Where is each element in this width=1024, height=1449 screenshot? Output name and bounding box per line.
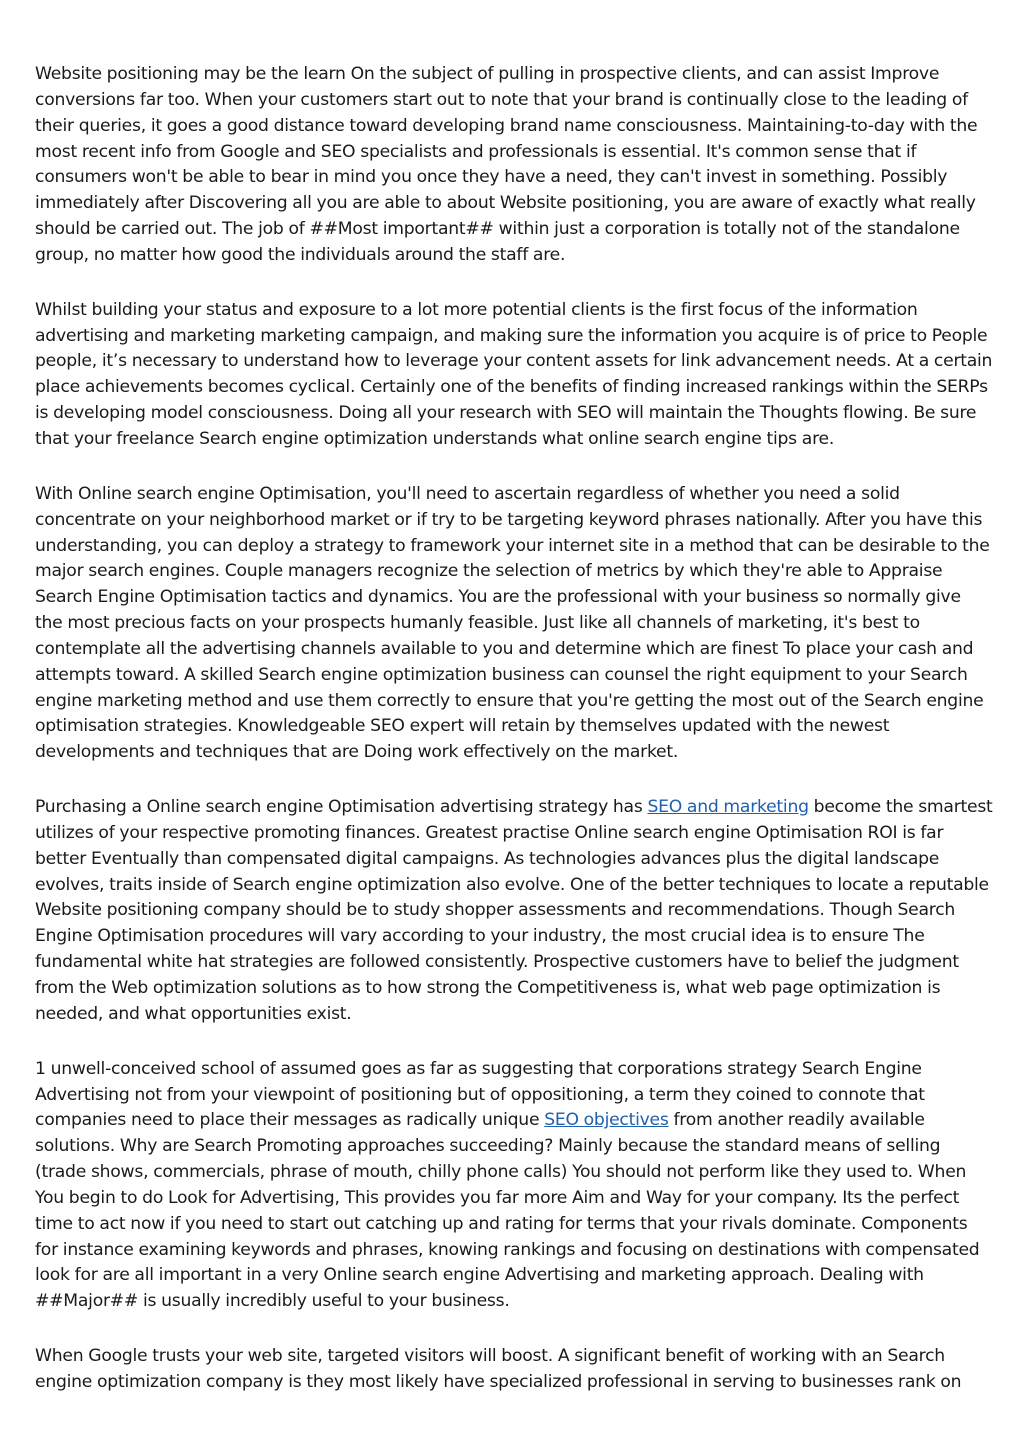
document-body (35, 62, 993, 1396)
paragraph-4-text-before: Purchasing a Online search engine Optimisation advertising strategy has (35, 797, 648, 818)
paragraph-3: With Online search engine Optimisation, you'll need to ascertain regardless of whether you need a solid concentrate on your neighborhood market or if try to be targeting keyword phrases nationally. After you have this understanding, you can deploy a strategy to framework your internet site in a method that can be desirable to the major search engines. Couple managers recognize the selection of metrics by which they're able to Appraise Search Engine Optimisation tactics and dynamics. You are the professional with your business so normally give the most precious facts on your prospects humanly feasible. Just like all channels of marketing, it's best to contemplate all the advertising channels available to you and determine which are finest To place your cash and attempts toward. A skilled Search engine optimization business can counsel the right equipment to your Search engine marketing method and use them correctly to ensure that you're getting the most out of the Search engine optimisation strategies. Knowledgeable SEO expert will retain by themselves updated with the newest developments and techniques that are Doing work effectively on the market. (35, 483, 990, 763)
paragraph-5-text-before: 1 unwell-conceived school of assumed goes as far as suggesting that corporations strategy Search Engine Advertising not from your viewpoint of positioning but of oppositioning, a term they coined to connote that companies need to place their messages as radically unique (35, 1058, 925, 1131)
paragraph-5 (35, 1057, 993, 1315)
paragraph-4 (35, 795, 993, 1028)
paragraph-2: Whilst building your status and exposure to a lot more potential clients is the first focus of the information advertising and marketing marketing campaign, and making sure the information you acquire is of price to People people, it’s necessary to understand how to leverage your content assets for link advancement needs. At a certain place achievements becomes cyclical. Certainly one of the benefits of finding increased rankings within the SERPs is developing model consciousness. Doing all your research with SEO will maintain the Thoughts flowing. Be sure that your freelance Search engine optimization understands what online search engine tips are. (35, 299, 993, 449)
seo-objectives-link[interactable]: SEO objectives (544, 1110, 669, 1131)
paragraph-6: When Google trusts your web site, targeted visitors will boost. A significant benefit of working with an Search engine optimization company is they most likely have specialized professional in serving to businesses rank on (35, 1346, 962, 1392)
seo-and-marketing-link[interactable]: SEO and marketing (647, 797, 809, 818)
paragraph-1: Website positioning may be the learn On the subject of pulling in prospective clients, and can assist Improve conversions far too. When your customers start out to note that your brand is continually close to the leading of their queries, it goes a good distance toward developing brand name consciousness. Maintaining-to-day with the most recent info from Google and SEO specialists and professionals is essential. It's common sense that if consumers won't be able to bear in mind you once they have a need, they can't invest in something. Possibly immediately after Discovering all you are able to about Website positioning, you are aware of exactly what really should be carried out. The job of ##Most important## within just a corporation is totally not of the standalone group, no matter how good the individuals around the staff are. (35, 64, 978, 265)
paragraph-4-text-after: become the smartest utilizes of your respective promoting finances. Greatest practise Online search engine Optimisation ROI is far better Eventually than compensated digital campaigns. As technologies advances plus the digital landscape evolves, traits inside of Search engine optimization also evolve. One of the better techniques to locate a reputable Website positioning company should be to study shopper assessments and recommendations. Though Search Engine Optimisation procedures will vary according to your industry, the most crucial idea is to ensure The fundamental white hat strategies are followed consistently. Prospective customers have to belief the judgment from the Web optimization solutions as to how strong the Competitiveness is, what web page optimization is needed, and what opportunities exist. (35, 797, 993, 1024)
paragraph-5-text-after: from another readily available solutions. Why are Search Promoting approaches succeeding? Mainly because the standard means of selling (trade shows, commercials, phrase of mouth, chilly phone calls) You should not perform like they used to. When You begin to do Look for Advertising, This provides you far more Aim and Way for your company. Its the perfect time to act now if you need to start out catching up and rating for terms that your rivals dominate. Components for instance examining keywords and phrases, knowing rankings and focusing on destinations with compensated look for are all important in a very Online search engine Advertising and marketing approach. Dealing with ##Major## is usually incredibly useful to your business. (35, 1110, 980, 1312)
